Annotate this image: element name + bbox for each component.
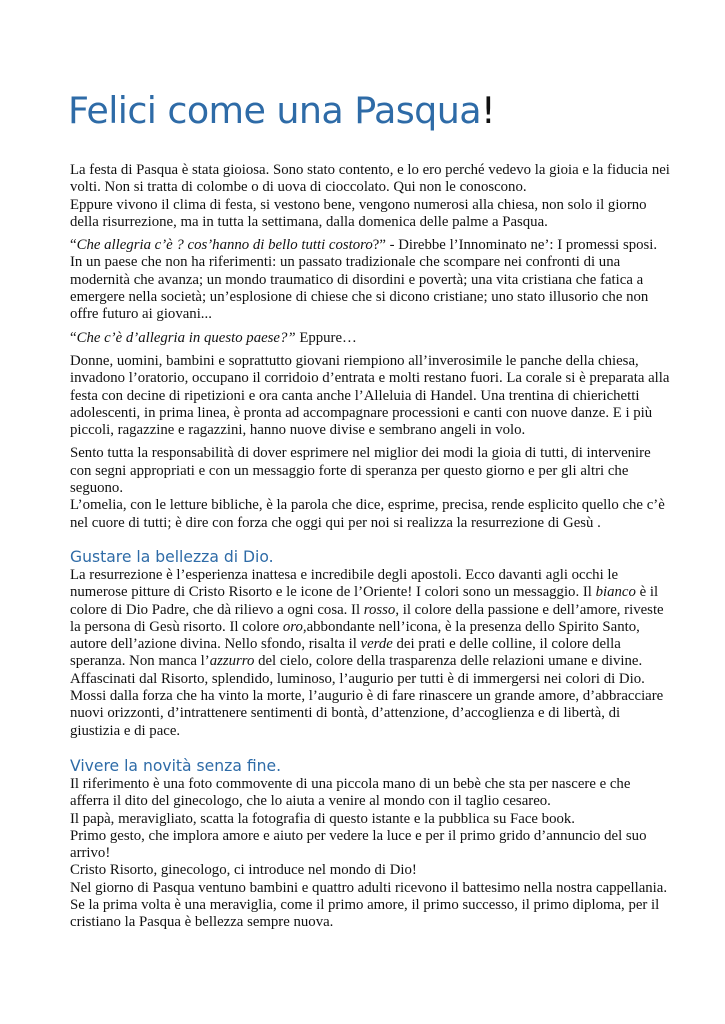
title-text: Felici come una Pasqua [68,89,482,132]
intro-paragraph-5b: L’omelia, con le letture bibliche, è la parola che dice, esprime, precisa, rende esplicito quello che c’è nel cuore di tutti; è dire con forza che oggi qui per noi si realizza la resurrezione di Gesù . [70,497,665,531]
intro-paragraph-4: Donne, uomini, bambini e soprattutto giovani riempiono all’inverosimile le panche della chiesa, invadono l’oratorio, occupano il corridoio d’entrata e molti restano fuori. La corale si è preparata alla festa con decine di ripetizioni e ora canta anche l’Alleluia di Handel. Una trentina di chierichetti adolescenti, in prima linea, è pronta ad accompagnare processioni e canti con nuove danze. E i più piccoli, ragazzine e ragazzini, hanno nuove divise e sembrano angeli in volo. [70,352,670,439]
color-word-bianco: bianco [595,584,636,601]
intro-paragraph-1b: Eppure vivono il clima di festa, si vestono bene, vengono numerosi alla chiesa, non solo il giorno della risurrezione, ma in tutta la settimana, dalla domenica delle palme a Pasqua. [70,196,647,230]
color-word-oro: oro [282,618,303,635]
section2-line-6: Se la prima volta è una meraviglia, come il primo amore, il primo successo, il primo diploma, per il cristiano la Pasqua è bellezza sempre nuova. [70,896,660,931]
document-title [68,88,495,134]
quote-allegria: Che c’è d’allegria in questo paese?” [76,329,296,346]
section2-line-2: Il papà, meravigliato, scatta la fotografia di questo istante e la pubblica su Face book. [70,810,575,827]
color-word-azzurro: azzurro [209,653,255,670]
intro-paragraph-5a: Sento tutta la responsabilità di dover esprimere nel miglior dei modi la gioia di tutti, di intervenire con segni appropriati e con un messaggio forte di speranza per questo giorno e per gli altri che seguono. [70,445,651,497]
section-heading-gustare: Gustare la bellezza di Dio. [70,547,274,566]
paragraph-text: è il colore di Dio Padre, che dà rilievo a ogni cosa. Il [70,584,659,618]
quote-innominato: Che allegria c’è ? cos’hanno di bello tutti costoro [76,237,373,254]
intro-paragraph-2 [70,237,670,323]
section1-paragraph [70,567,670,740]
color-word-rosso: rosso [363,601,396,618]
paragraph-text: ,abbondante nell’icona, è la presenza dello Spirito Santo, autore dell’azione divina. Nello sfondo, risalta il [70,618,640,653]
section2-line-3: Primo gesto, che implora amore e aiuto per vedere la luce e per il primo grido d’annuncio del suo arrivo! [70,827,647,862]
paragraph-text: del cielo, colore della trasparenza delle relazioni umane e divine. Affascinati dal Risorto, splendido, luminoso, l’augurio per tutti è di immergersi nei colori di Dio. Mossi dalla forza che ha vinto la morte, l’augurio è di fare rinascere un grande amore, d’abbracciare nuovi orizzonti, d’intrattenere sentimenti di bontà, d’attenzione, d’accoglienza e di libertà, di giustizia e di pace. [70,653,664,739]
section2-line-5: Nel giorno di Pasqua ventuno bambini e quattro adulti ricevono il battesimo nella nostra cappellania. [70,879,668,896]
title-exclamation: ! [481,89,496,132]
paragraph-text: Eppure… [295,329,357,346]
paragraph-text: , il colore della passione e dell’amore, riveste la persona di Gesù risorto. Il colore [70,601,664,635]
paragraph-text: ?” - Direbbe l’Innominato ne’: I promessi sposi. In un paese che non ha riferimenti: un passato tradizionale che scompare nei confronti di una modernità che avanza; un mondo traumatico di disordini e povertà; una vita cristiana che fatica a emergere nella società; un’esplosione di chiese che si dicono cristiane; uno stato illusorio che non offre futuro ai giovani... [70,237,658,323]
quote-open: “ [70,329,77,346]
quote-open: “ [70,237,77,254]
section2-line-1: Il riferimento è una foto commovente di una piccola mano di un bebè che sta per nascere e che afferra il dito del ginecologo, che lo aiuta a venire al mondo con il taglio cesareo. [70,775,631,810]
section2-line-4: Cristo Risorto, ginecologo, ci introduce nel mondo di Dio! [70,862,417,879]
color-word-verde: verde [360,636,393,653]
paragraph-text: dei prati e delle colline, il colore della speranza. Non manca l’ [70,636,621,670]
document-body [70,162,670,932]
intro-paragraph-1a: La festa di Pasqua è stata gioiosa. Sono stato contento, e lo ero perché vedevo la gioia e la fiducia nei volti. Non si tratta di colombe o di uova di cioccolato. Qui non le conoscono. [70,162,670,196]
section-heading-vivere: Vivere la novità senza fine. [70,756,282,775]
intro-paragraph-3 [70,330,670,347]
paragraph-text: La resurrezione è l’esperienza inattesa e incredibile degli apostoli. Ecco davanti agli occhi le numerose pitture di Cristo Risorto e le icone de l’Oriente! I colori sono un messaggio. Il [70,566,619,601]
